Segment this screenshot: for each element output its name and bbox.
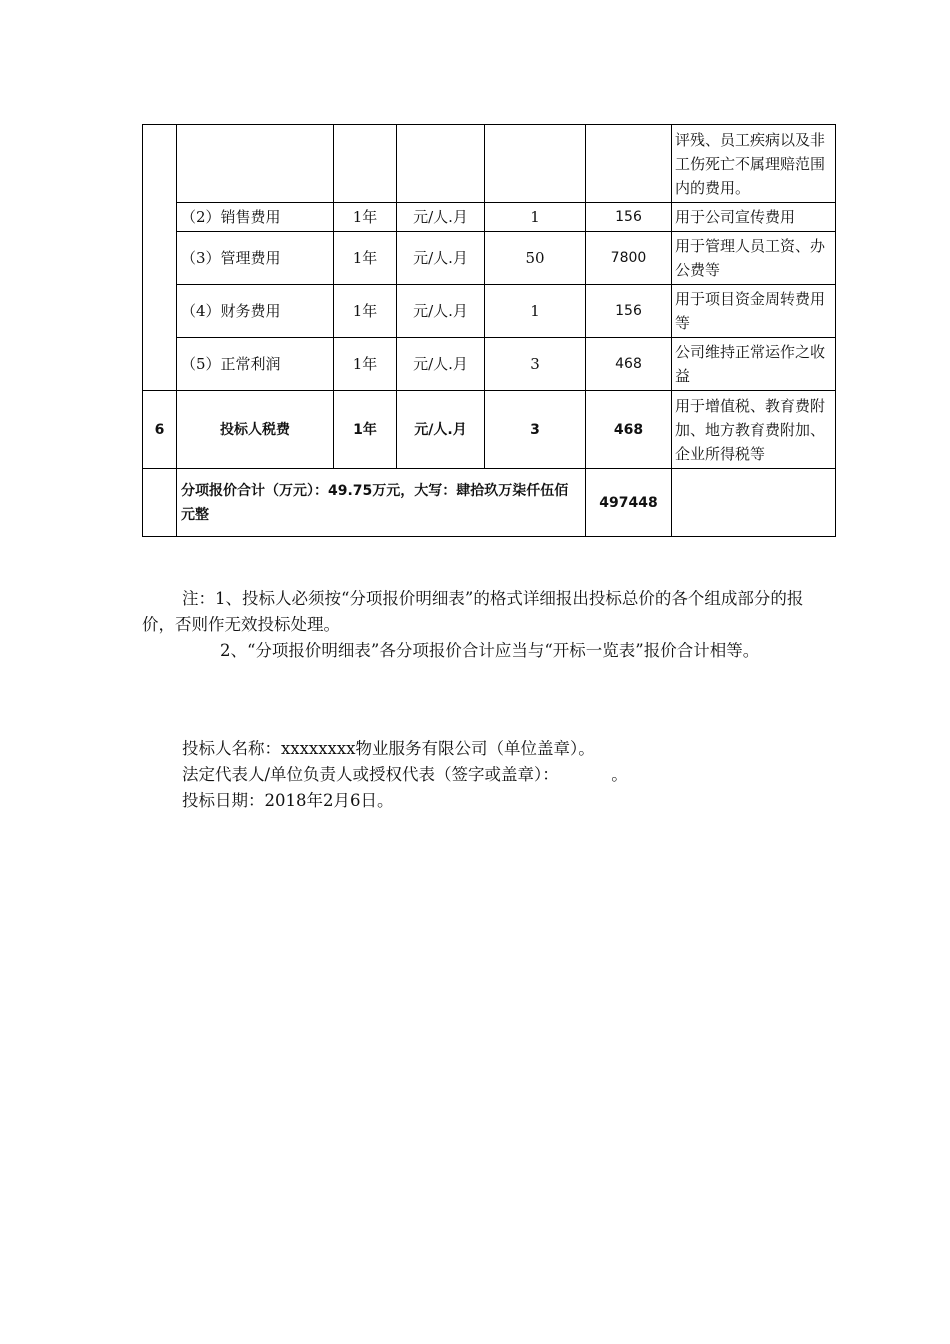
- table-row-tax: [143, 391, 836, 469]
- bid-date: 投标日期：2018年2月6日。: [182, 791, 394, 810]
- quotation-detail-table: [142, 124, 836, 537]
- unit-cell: 元/人.月: [397, 232, 485, 285]
- item-cell: 投标人税费: [177, 391, 334, 469]
- total-label-cell: 分项报价合计（万元）：49.75万元，大写：肆拾玖万柒仟伍佰元整: [177, 469, 586, 537]
- note-cell: 评残、员工疾病以及非工伤死亡不属理赔范围内的费用。: [672, 125, 836, 203]
- note-cell: 用于公司宣传费用: [672, 203, 836, 232]
- index-cell: 6: [143, 391, 177, 469]
- item-cell: （5）正常利润: [177, 338, 334, 391]
- unit-cell: 元/人.月: [397, 203, 485, 232]
- amount-cell: 156: [586, 285, 672, 338]
- note-cell: 用于管理人员工资、办公费等: [672, 232, 836, 285]
- merged-index-cell: [143, 125, 177, 391]
- representative-line: 法定代表人/单位负责人或授权代表（签字或盖章）： 。: [182, 765, 628, 784]
- period-cell: 1年: [334, 338, 397, 391]
- notes-section: [142, 586, 812, 664]
- qty-cell: 3: [485, 338, 586, 391]
- period-cell: 1年: [334, 391, 397, 469]
- period-cell: 1年: [334, 285, 397, 338]
- qty-cell: 1: [485, 203, 586, 232]
- table-row-total: [143, 469, 836, 537]
- unit-cell: 元/人.月: [397, 338, 485, 391]
- qty-cell: 3: [485, 391, 586, 469]
- qty-cell: 50: [485, 232, 586, 285]
- item-cell: （3）管理费用: [177, 232, 334, 285]
- unit-cell: 元/人.月: [397, 285, 485, 338]
- period-cell: 1年: [334, 203, 397, 232]
- total-amount-cell: 497448: [586, 469, 672, 537]
- note-cell: 用于项目资金周转费用等: [672, 285, 836, 338]
- amount-cell: 156: [586, 203, 672, 232]
- period-cell: 1年: [334, 232, 397, 285]
- table-row: [143, 232, 836, 285]
- table-row-continued: [143, 125, 836, 203]
- unit-cell: 元/人.月: [397, 391, 485, 469]
- note-cell: 用于增值税、教育费附加、地方教育费附加、企业所得税等: [672, 391, 836, 469]
- table-row: [143, 285, 836, 338]
- note-cell: 公司维持正常运作之收益: [672, 338, 836, 391]
- table-row: [143, 338, 836, 391]
- note-2: 2、“分项报价明细表”各分项报价合计应当与“开标一览表”报价合计相等。: [220, 641, 760, 660]
- table-row: [143, 203, 836, 232]
- signature-block: [182, 736, 822, 814]
- amount-cell: 468: [586, 338, 672, 391]
- bidder-name: 投标人名称：xxxxxxxx物业服务有限公司（单位盖章）。: [182, 739, 595, 758]
- item-cell: （2）销售费用: [177, 203, 334, 232]
- qty-cell: 1: [485, 285, 586, 338]
- item-cell: （4）财务费用: [177, 285, 334, 338]
- amount-cell: 7800: [586, 232, 672, 285]
- note-1: 注：1、投标人必须按“分项报价明细表”的格式详细报出投标总价的各个组成部分的报价，否则作无效投标处理。: [142, 589, 804, 634]
- amount-cell: 468: [586, 391, 672, 469]
